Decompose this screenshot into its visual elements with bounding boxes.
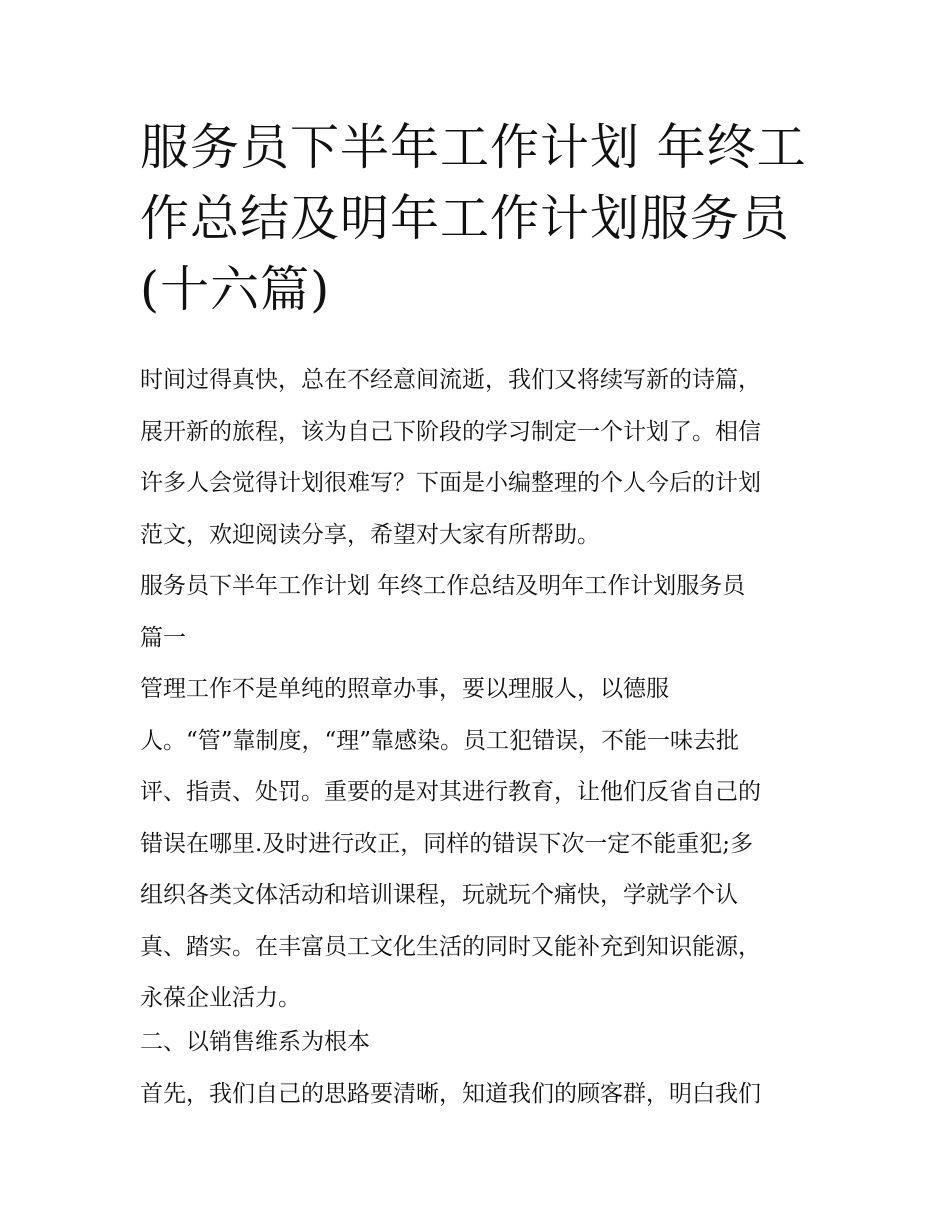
paragraph-line: 错误在哪里.及时进行改正，同样的错误下次一定不能重犯;多 — [140, 830, 754, 857]
section-heading-line: 服务员下半年工作计划 年终工作总结及明年工作计划服务员 — [140, 573, 746, 599]
subheading-line: 二、以销售维系为根本 — [140, 1029, 370, 1055]
document-body — [140, 355, 830, 1120]
paragraph-line: 组织各类文体活动和培训课程，玩就玩个痛快，学就学个认 — [140, 882, 738, 908]
document-title — [140, 112, 820, 325]
paragraph-line: 真、踏实。在丰富员工文化生活的同时又能补充到知识能源， — [140, 933, 761, 960]
intro-line: 时间过得真快，总在不经意间流逝，我们又将续写新的诗篇， — [140, 367, 761, 393]
intro-line: 范文，欢迎阅读分享，希望对大家有所帮助。 — [140, 521, 600, 548]
paragraph-line: 永葆企业活力。 — [140, 985, 301, 1011]
title-line: 服务员下半年工作计划 年终工 — [140, 119, 807, 176]
paragraph-line: 管理工作不是单纯的照章办事，要以理服人，以德服 — [140, 676, 669, 702]
intro-line: 许多人会觉得计划很难写？下面是小编整理的个人今后的计划 — [140, 470, 761, 496]
title-line: 作总结及明年工作计划服务员 — [140, 190, 791, 247]
title-line: (十六篇) — [140, 261, 331, 318]
section-heading-line: 篇一 — [140, 624, 186, 651]
paragraph-line: 人。“管”靠制度，“理”靠感染。员工犯错误，不能一味去批 — [140, 727, 740, 754]
intro-line: 展开新的旅程，该为自己下阶段的学习制定一个计划了。相信 — [140, 418, 761, 445]
paragraph-line: 评、指责、处罚。重要的是对其进行教育，让他们反省自己的 — [140, 779, 761, 805]
paragraph-line: 首先，我们自己的思路要清晰，知道我们的顾客群，明白我们 — [140, 1080, 761, 1107]
